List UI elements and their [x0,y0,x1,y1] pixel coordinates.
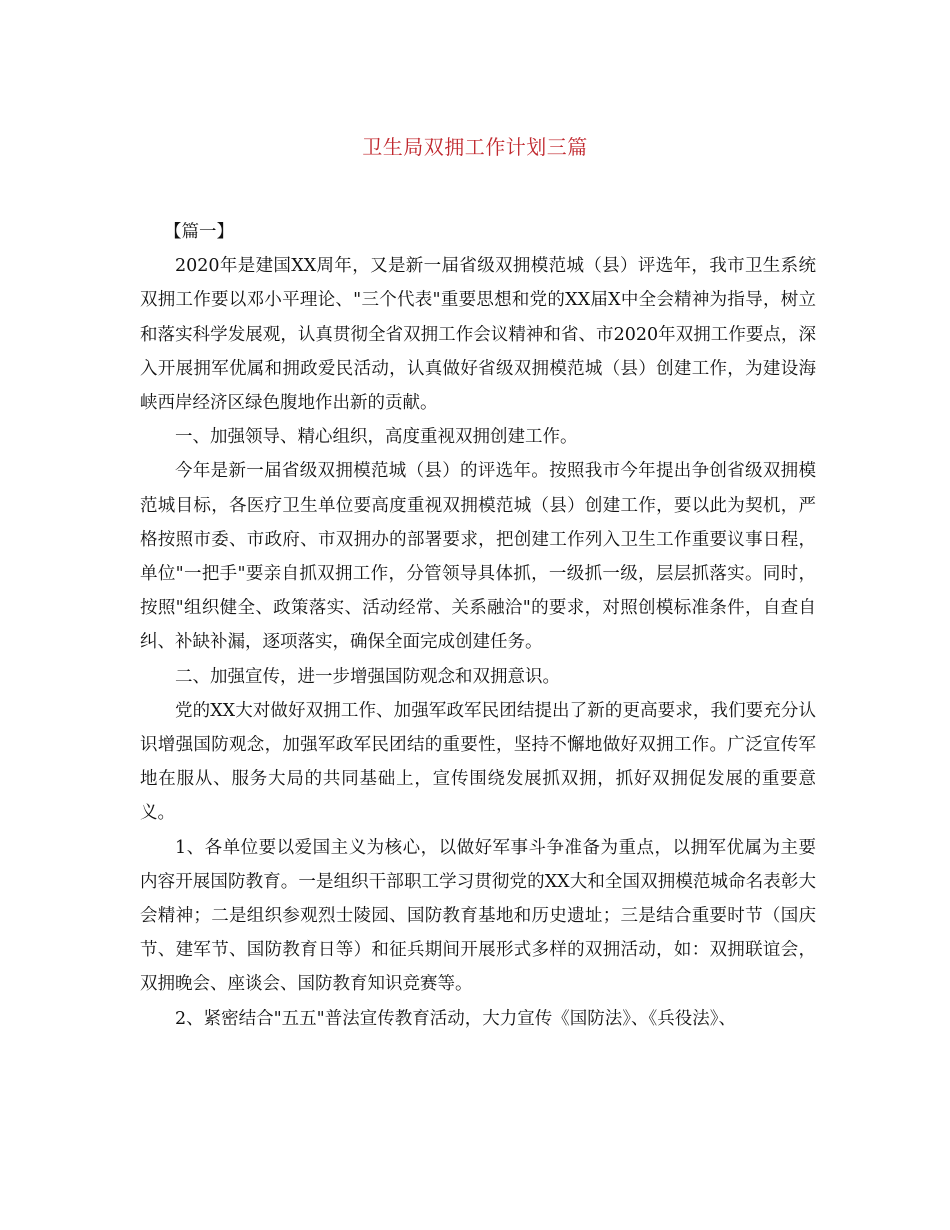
list-item-1: 1、各单位要以爱国主义为核心，以做好军事斗争准备为重点，以拥军优属为主要内容开展国防教育。一是组织干部职工学习贯彻党的XX大和全国双拥模范城命名表彰大会精神；二是组织参观烈士陵园、国防教育基地和历史遗址；三是结合重要时节（国庆节、建军节、国防教育日等）和征兵期间开展形式多样的双拥活动，如：双拥联谊会，双拥晚会、座谈会、国防教育知识竞赛等。 [140,837,816,995]
heading-one: 一、加强领导、精心组织，高度重视双拥创建工作。 [175,427,578,448]
heading-two: 二、加强宣传，进一步增强国防观念和双拥意识。 [175,666,560,687]
paragraph-two: 党的XX大对做好双拥工作、加强军政军民团结提出了新的更高要求，我们要充分认识增强国防观念，加强军政军民团结的重要性，坚持不懈地做好双拥工作。广泛宣传军地在服从、服务大局的共同基础上，宣传围绕发展抓双拥，抓好双拥促发展的重要意义。 [140,700,816,824]
list-item-2: 2、紧密结合"五五"普法宣传教育活动，大力宣传《国防法》、《兵役法》、 [175,1008,736,1029]
paragraph-one: 今年是新一届省级双拥模范城（县）的评选年。按照我市今年提出争创省级双拥模范城目标，各医疗卫生单位要高度重视双拥模范城（县）创建工作，要以此为契机，严格按照市委、市政府、市双拥办的部署要求，把创建工作列入卫生工作重要议事日程，单位"一把手"要亲自抓双拥工作，分管领导具体抓，一级抓一级，层层抓落实。同时，按照"组织健全、政策落实、活动经常、关系融洽"的要求，对照创模标准条件，自查自纠、补缺补漏，逐项落实，确保全面完成创建任务。 [140,461,816,653]
document-title: 卫生局双拥工作计划三篇 [362,135,588,159]
document-body [140,215,816,1036]
section-label: 【篇一】 [164,222,234,242]
paragraph-intro: 2020年是建国XX周年，又是新一届省级双拥模范城（县）评选年，我市卫生系统双拥工作要以邓小平理论、"三个代表"重要思想和党的XX届X中全会精神为指导，树立和落实科学发展观，认真贯彻全省双拥工作会议精神和省、市2020年双拥工作要点，深入开展拥军优属和拥政爱民活动，认真做好省级双拥模范城（县）创建工作，为建设海峡西岸经济区绿色腹地作出新的贡献。 [140,256,816,414]
